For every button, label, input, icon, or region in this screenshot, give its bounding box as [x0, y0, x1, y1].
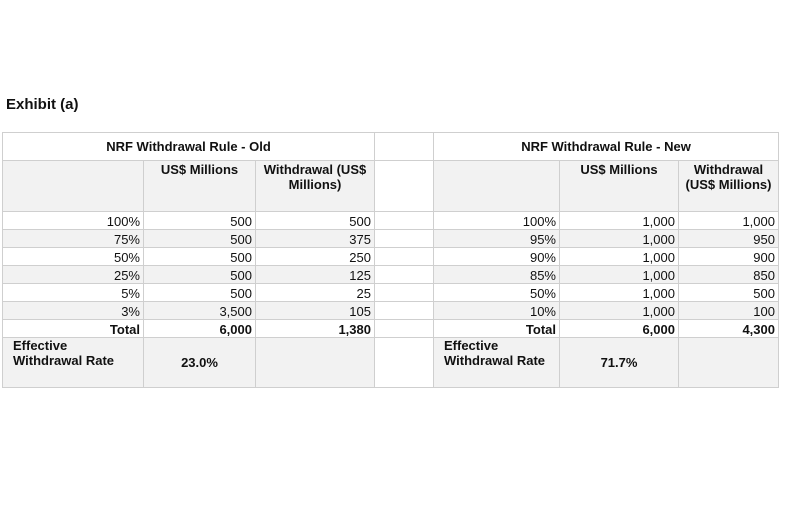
new-withdrawal-cell: 850: [679, 266, 779, 284]
new-effective-rate: 71.7%: [560, 338, 679, 388]
new-withdrawal-cell: 900: [679, 248, 779, 266]
spacer-cell: [375, 302, 434, 320]
table-row: [3, 248, 779, 266]
old-withdrawal-header: Withdrawal (US$ Millions): [256, 161, 375, 212]
new-withdrawal-header: Withdrawal (US$ Millions): [679, 161, 779, 212]
new-effective-empty: [679, 338, 779, 388]
new-pct-cell: 10%: [434, 302, 560, 320]
new-amount-cell: 1,000: [560, 248, 679, 266]
new-effective-label: Effective Withdrawal Rate: [434, 338, 560, 388]
table-title-row: [3, 133, 779, 161]
new-withdrawal-cell: 1,000: [679, 212, 779, 230]
old-withdrawal-cell: 500: [256, 212, 375, 230]
table-row: [3, 302, 779, 320]
old-effective-rate: 23.0%: [144, 338, 256, 388]
table-row: [3, 266, 779, 284]
new-amount-cell: 1,000: [560, 266, 679, 284]
old-amount-header: US$ Millions: [144, 161, 256, 212]
old-withdrawal-cell: 250: [256, 248, 375, 266]
spacer-cell: [375, 338, 434, 388]
spacer-cell: [375, 212, 434, 230]
new-total-withdrawal: 4,300: [679, 320, 779, 338]
old-pct-cell: 5%: [3, 284, 144, 302]
new-withdrawal-cell: 950: [679, 230, 779, 248]
old-pct-cell: 3%: [3, 302, 144, 320]
old-amount-cell: 500: [144, 284, 256, 302]
spacer-cell: [375, 320, 434, 338]
old-amount-cell: 3,500: [144, 302, 256, 320]
old-withdrawal-cell: 125: [256, 266, 375, 284]
new-amount-header: US$ Millions: [560, 161, 679, 212]
spacer-cell: [375, 248, 434, 266]
effective-rate-row: [3, 338, 779, 388]
table-row: [3, 212, 779, 230]
old-effective-empty: [256, 338, 375, 388]
exhibit-title: Exhibit (a): [6, 96, 79, 113]
old-withdrawal-cell: 375: [256, 230, 375, 248]
old-rule-title: NRF Withdrawal Rule - Old: [3, 133, 375, 161]
new-pct-cell: 85%: [434, 266, 560, 284]
old-withdrawal-cell: 105: [256, 302, 375, 320]
spacer-cell: [375, 133, 434, 161]
new-amount-cell: 1,000: [560, 284, 679, 302]
spacer-cell: [375, 266, 434, 284]
new-amount-cell: 1,000: [560, 302, 679, 320]
total-row: [3, 320, 779, 338]
withdrawal-rule-table: [2, 132, 779, 388]
old-pct-cell: 25%: [3, 266, 144, 284]
old-amount-cell: 500: [144, 212, 256, 230]
old-pct-cell: 75%: [3, 230, 144, 248]
new-amount-cell: 1,000: [560, 230, 679, 248]
old-amount-cell: 500: [144, 266, 256, 284]
old-pct-cell: 50%: [3, 248, 144, 266]
new-withdrawal-cell: 500: [679, 284, 779, 302]
new-pct-cell: 90%: [434, 248, 560, 266]
table-row: [3, 284, 779, 302]
old-effective-label: Effective Withdrawal Rate: [3, 338, 144, 388]
old-amount-cell: 500: [144, 230, 256, 248]
new-pct-cell: 50%: [434, 284, 560, 302]
table-row: [3, 230, 779, 248]
old-withdrawal-cell: 25: [256, 284, 375, 302]
spacer-cell: [375, 230, 434, 248]
old-total-amount: 6,000: [144, 320, 256, 338]
new-total-amount: 6,000: [560, 320, 679, 338]
column-header-row: [3, 161, 779, 212]
spacer-cell: [375, 284, 434, 302]
old-pct-cell: 100%: [3, 212, 144, 230]
new-pct-cell: 95%: [434, 230, 560, 248]
new-total-label: Total: [434, 320, 560, 338]
new-pct-header: [434, 161, 560, 212]
old-total-label: Total: [3, 320, 144, 338]
new-rule-title: NRF Withdrawal Rule - New: [434, 133, 779, 161]
new-amount-cell: 1,000: [560, 212, 679, 230]
old-pct-header: [3, 161, 144, 212]
spacer-cell: [375, 161, 434, 212]
old-total-withdrawal: 1,380: [256, 320, 375, 338]
old-amount-cell: 500: [144, 248, 256, 266]
new-pct-cell: 100%: [434, 212, 560, 230]
new-withdrawal-cell: 100: [679, 302, 779, 320]
